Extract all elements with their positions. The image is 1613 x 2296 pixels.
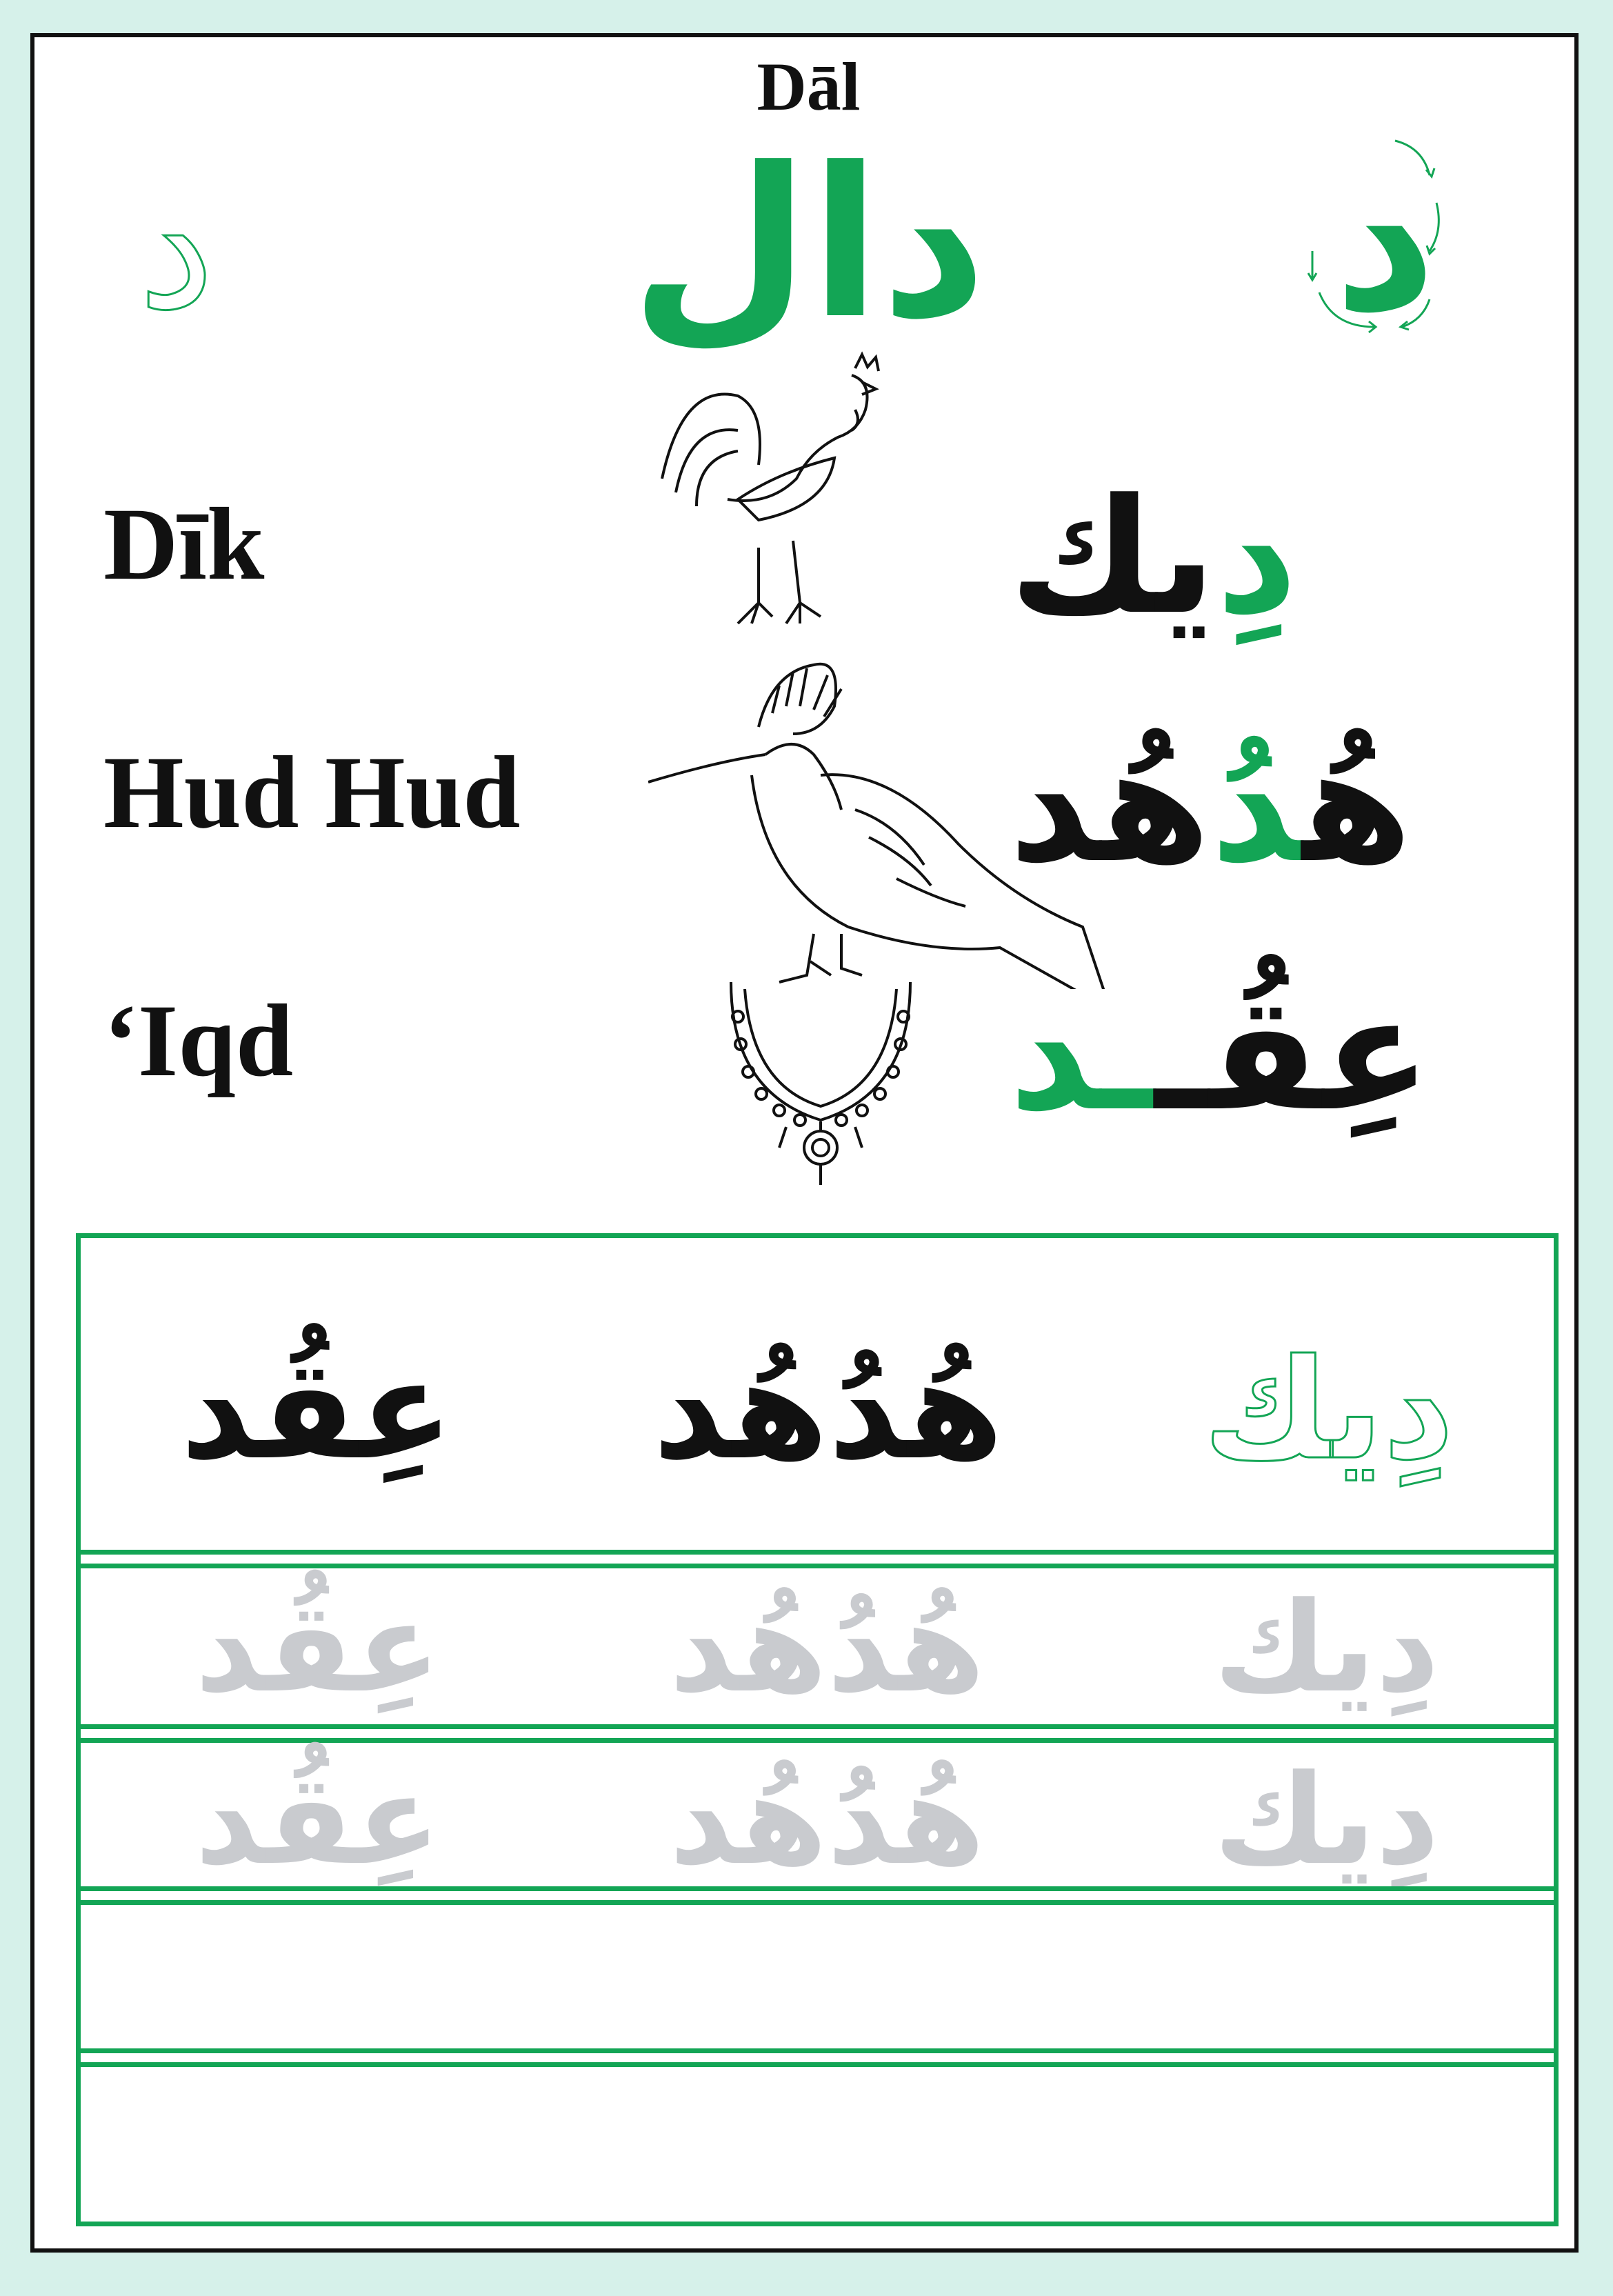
letter-solid: د: [1334, 124, 1436, 357]
practice-row-blank[interactable]: [81, 2068, 1554, 2219]
word-arabic-dik: [1009, 466, 1492, 650]
trace-word[interactable]: دِيك: [1213, 1576, 1440, 1720]
word-latin-dik: Dīk: [103, 487, 265, 601]
rule-line: [81, 1738, 1554, 1743]
trace-word[interactable]: عِقُد: [194, 1576, 441, 1720]
word-latin-hud-hud: Hud Hud: [103, 735, 521, 850]
practice-word: هُدُهُد: [652, 1330, 1004, 1490]
letter-name-latin: Dāl: [757, 48, 861, 125]
practice-row-example: [81, 1300, 1554, 1521]
word-arabic-rest: يك: [1009, 466, 1216, 650]
rule-line: [81, 1724, 1554, 1729]
word-latin-iqd: ‘Iqd: [103, 984, 294, 1098]
word-arabic-letter: دِ: [1216, 466, 1298, 650]
rule-line: [81, 1886, 1554, 1891]
practice-row-blank[interactable]: [81, 1906, 1554, 2044]
letter-name-arabic: دال: [630, 123, 988, 364]
practice-box: [76, 1233, 1559, 2226]
rule-line: [81, 1550, 1554, 1555]
trace-word[interactable]: هُدُهُد: [669, 1576, 985, 1720]
trace-word[interactable]: دِيك: [1213, 1748, 1440, 1893]
worksheet-page: [30, 33, 1579, 2253]
rule-line: [81, 2062, 1554, 2067]
practice-word: عِقُد: [180, 1330, 454, 1490]
word-arabic-prefix: عِقُـ: [1154, 962, 1432, 1146]
rule-line: [81, 2048, 1554, 2053]
word-arabic-iqd: [1009, 962, 1492, 1146]
trace-word[interactable]: عِقُد: [194, 1748, 441, 1893]
practice-word: دِيك: [1203, 1330, 1454, 1490]
word-arabic-rest: هُد: [1009, 714, 1211, 898]
letter-outline: د: [138, 147, 215, 348]
word-arabic-letter: دُ: [1210, 714, 1303, 898]
necklace-illustration: [717, 975, 924, 1196]
practice-row-trace: [81, 1745, 1554, 1897]
practice-row-trace: [81, 1569, 1554, 1728]
hoopoe-illustration: [648, 658, 1131, 989]
trace-word[interactable]: هُدُهُد: [669, 1748, 985, 1893]
rule-line: [81, 1900, 1554, 1905]
stroke-order-arrows-icon: [1292, 124, 1457, 357]
rooster-illustration: [655, 341, 890, 658]
rule-line: [81, 1564, 1554, 1568]
word-arabic-prefix: هُ: [1302, 714, 1412, 898]
word-arabic-letter: ـد: [1009, 962, 1155, 1146]
